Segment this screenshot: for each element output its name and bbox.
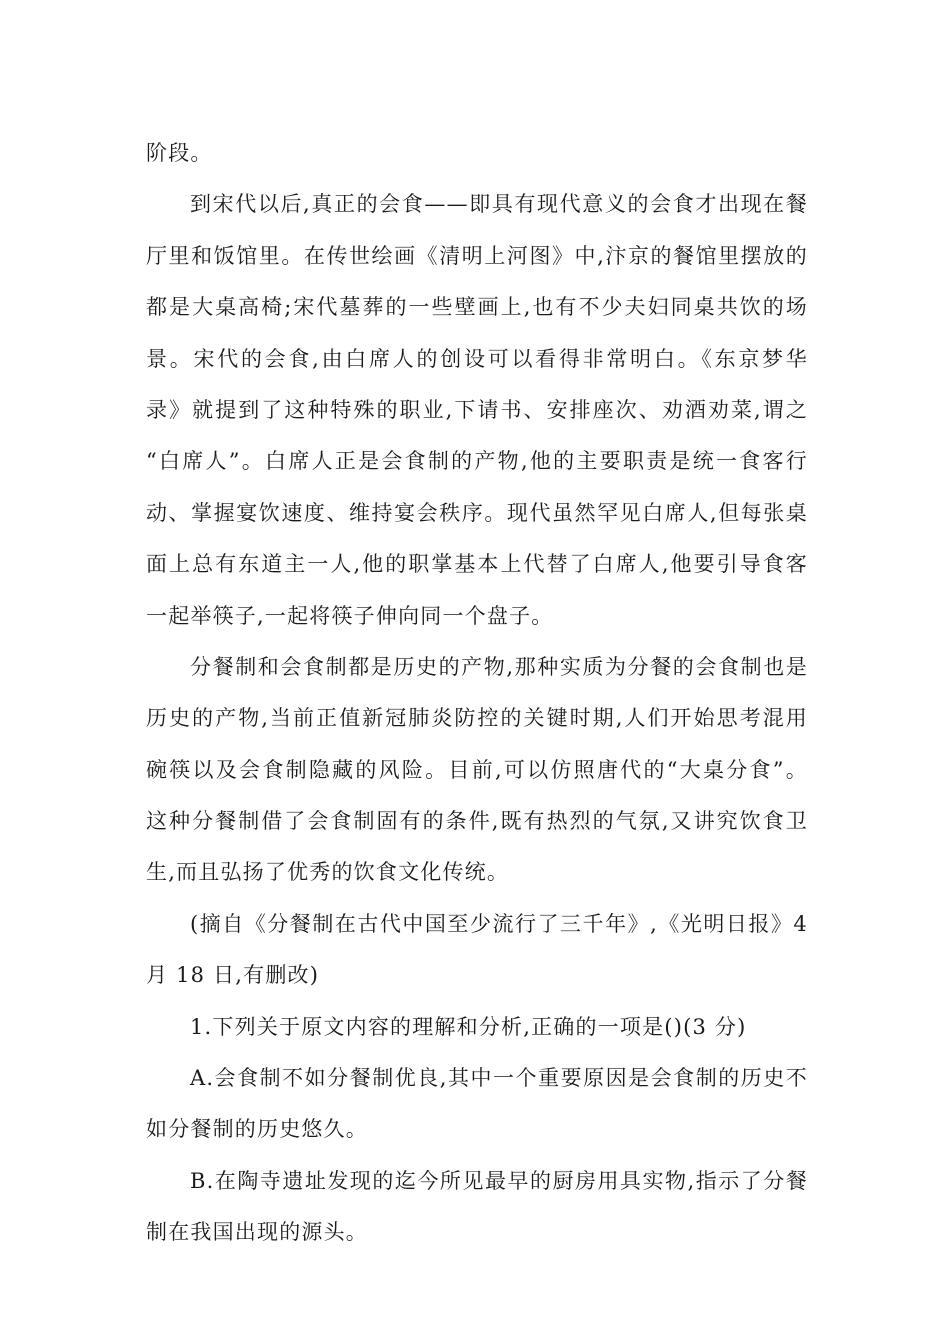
text-line: 这种分餐制借了会食制固有的条件,既有热烈的气氛,又讲究饮食卫 bbox=[146, 809, 808, 834]
text-line: “白席人”。白席人正是会食制的产物,他的主要职责是统一食客行 bbox=[146, 449, 808, 474]
text-line: 阶段。 bbox=[146, 141, 213, 165]
text-line: 都是大桌高椅;宋代墓葬的一些壁画上,也有不少夫妇同桌共饮的场 bbox=[146, 295, 808, 320]
text-line: 一起举筷子,一起将筷子伸向同一个盘子。 bbox=[146, 603, 554, 628]
text-line: B.在陶寺遗址发现的迄今所见最早的厨房用具实物,指示了分餐 bbox=[190, 1168, 808, 1193]
text-line: 景。宋代的会食,由白席人的创设可以看得非常明白。《东京梦华 bbox=[146, 346, 808, 371]
text-line: 面上总有东道主一人,他的职掌基本上代替了白席人,他要引导食客 bbox=[146, 552, 808, 577]
text-line: (摘自《分餐制在古代中国至少流行了三千年》,《光明日报》4 bbox=[190, 911, 808, 936]
text-line: 分餐制和会食制都是历史的产物,那种实质为分餐的会食制也是 bbox=[190, 654, 808, 679]
text-line: 如分餐制的历史悠久。 bbox=[146, 1117, 368, 1142]
text-line: 碗筷以及会食制隐藏的风险。目前,可以仿照唐代的“大桌分食”。 bbox=[146, 757, 808, 782]
text-line: 厅里和饭馆里。在传世绘画《清明上河图》中,汴京的餐馆里摆放的 bbox=[146, 243, 808, 268]
text-line: 历史的产物,当前正值新冠肺炎防控的关键时期,人们开始思考混用 bbox=[146, 706, 808, 731]
text-line: 生,而且弘扬了优秀的饮食文化传统。 bbox=[146, 860, 510, 885]
text-line: 到宋代以后,真正的会食——即具有现代意义的会食才出现在餐 bbox=[190, 192, 808, 217]
text-line: A.会食制不如分餐制优良,其中一个重要原因是会食制的历史不 bbox=[190, 1066, 808, 1091]
text-line: 动、掌握宴饮速度、维持宴会秩序。现代虽然罕见白席人,但每张桌 bbox=[146, 500, 808, 525]
text-line: 录》就提到了这种特殊的职业,下请书、安排座次、劝酒劝菜,谓之 bbox=[146, 397, 808, 422]
text-line: 月 18 日,有删改) bbox=[146, 963, 320, 988]
document-page bbox=[146, 128, 808, 1259]
text-line: 制在我国出现的源头。 bbox=[146, 1220, 368, 1245]
text-line: 1.下列关于原文内容的理解和分析,正确的一项是()(3 分) bbox=[190, 1014, 747, 1039]
